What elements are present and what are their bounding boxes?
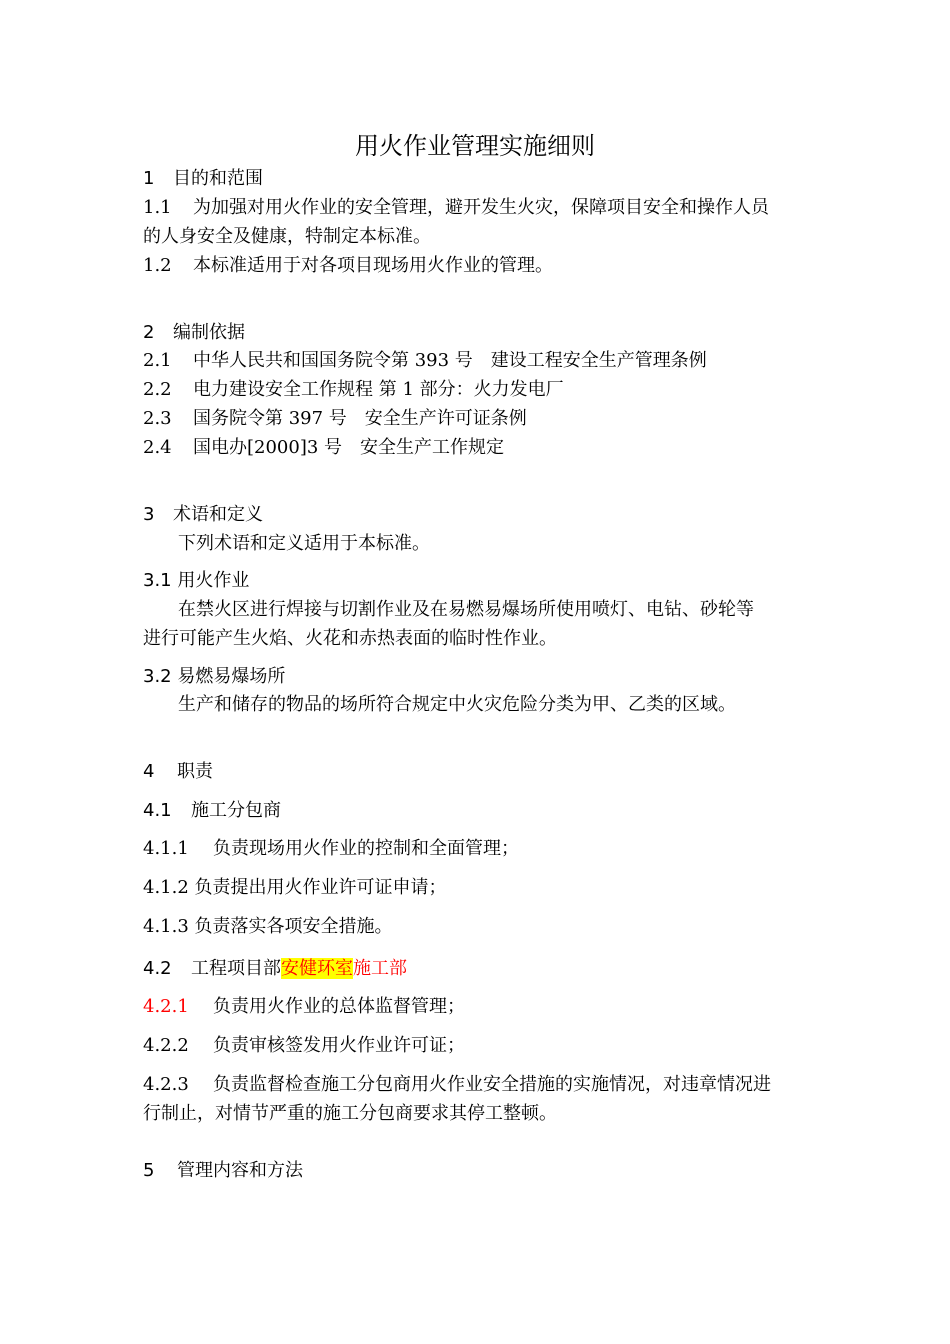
paragraph-number: 4.2.2 [143, 1035, 189, 1056]
section-title: 术语和定义 [173, 504, 263, 525]
highlighted-revision: 安健环室 [281, 958, 353, 979]
basis-text: 中华人民共和国国务院令第 393 号 建设工程安全生产管理条例 [193, 350, 707, 371]
term-3-1-definition: 在禁火区进行焊接与切割作业及在易燃易爆场所使用喷灯、电钻、砂轮等 [178, 599, 754, 620]
basis-text: 国电办[2000]3 号 安全生产工作规定 [193, 437, 505, 458]
paragraph-1-1 [143, 199, 769, 217]
section-1-heading [143, 170, 263, 188]
section-2-heading [143, 324, 245, 342]
paragraph-text: 为加强对用火作业的安全管理，避开发生火灾，保障项目安全和操作人员 [193, 197, 769, 218]
section-number: 1 [143, 168, 155, 189]
inserted-revision: 施工部 [353, 958, 407, 979]
subsection-4-1 [143, 802, 281, 820]
basis-item [143, 439, 504, 457]
section-title: 职责 [177, 761, 213, 782]
paragraph-1-2 [143, 257, 553, 275]
term-3-1-definition-continued: 进行可能产生火焰、火花和赤热表面的临时性作业。 [143, 628, 557, 649]
basis-item [143, 410, 527, 428]
paragraph-number: 2.2 [143, 379, 172, 400]
paragraph-number: 2.1 [143, 350, 172, 371]
section-title: 编制依据 [173, 322, 245, 343]
duty-item-continued: 行制止，对情节严重的施工分包商要求其停工整顿。 [143, 1103, 557, 1124]
paragraph-number: 4.2 [143, 958, 172, 979]
subsection-title: 工程项目部 [191, 958, 281, 979]
section-number: 3 [143, 504, 155, 525]
paragraph-1-1-continued: 的人身安全及健康，特制定本标准。 [143, 226, 431, 247]
subsection-4-2 [143, 960, 407, 978]
duty-item [143, 1076, 771, 1094]
paragraph-number: 4.1.1 [143, 838, 189, 859]
term-3-1-heading: 3.1 用火作业 [143, 570, 250, 591]
duty-item [143, 998, 465, 1016]
paragraph-number: 1.1 [143, 197, 172, 218]
section-title: 管理内容和方法 [177, 1160, 303, 1181]
paragraph-number: 4.2.3 [143, 1074, 189, 1095]
section-3-intro: 下列术语和定义适用于本标准。 [178, 533, 430, 554]
duty-text: 负责现场用火作业的控制和全面管理； [213, 838, 519, 859]
section-3-heading [143, 506, 263, 524]
paragraph-text: 本标准适用于对各项目现场用火作业的管理。 [193, 255, 553, 276]
basis-item [143, 381, 564, 399]
section-number: 2 [143, 322, 155, 343]
duty-text: 负责用火作业的总体监督管理； [213, 996, 465, 1017]
duty-text: 负责监督检查施工分包商用火作业安全措施的实施情况，对违章情况进 [213, 1074, 771, 1095]
paragraph-number: 2.4 [143, 437, 172, 458]
section-4-heading [143, 763, 213, 781]
paragraph-number: 2.3 [143, 408, 172, 429]
term-3-2-heading: 3.2 易燃易爆场所 [143, 666, 286, 687]
section-number: 4 [143, 761, 155, 782]
term-3-2-definition: 生产和储存的物品的场所符合规定中火灾危险分类为甲、乙类的区域。 [178, 694, 736, 715]
subsection-title: 施工分包商 [191, 800, 281, 821]
duty-item: 4.1.2 负责提出用火作业许可证申请； [143, 877, 447, 898]
duty-text: 负责审核签发用火作业许可证； [213, 1035, 465, 1056]
duty-item [143, 840, 519, 858]
paragraph-number: 4.1 [143, 800, 172, 821]
basis-text: 国务院令第 397 号 安全生产许可证条例 [193, 408, 527, 429]
section-number: 5 [143, 1160, 155, 1181]
paragraph-number: 1.2 [143, 255, 172, 276]
document-title: 用火作业管理实施细则 [355, 132, 595, 160]
section-5-heading [143, 1162, 303, 1180]
paragraph-number: 4.2.1 [143, 996, 189, 1017]
basis-text: 电力建设安全工作规程 第 1 部分：火力发电厂 [193, 379, 564, 400]
duty-item: 4.1.3 负责落实各项安全措施。 [143, 916, 393, 937]
section-title: 目的和范围 [173, 168, 263, 189]
basis-item [143, 352, 707, 370]
duty-item [143, 1037, 465, 1055]
